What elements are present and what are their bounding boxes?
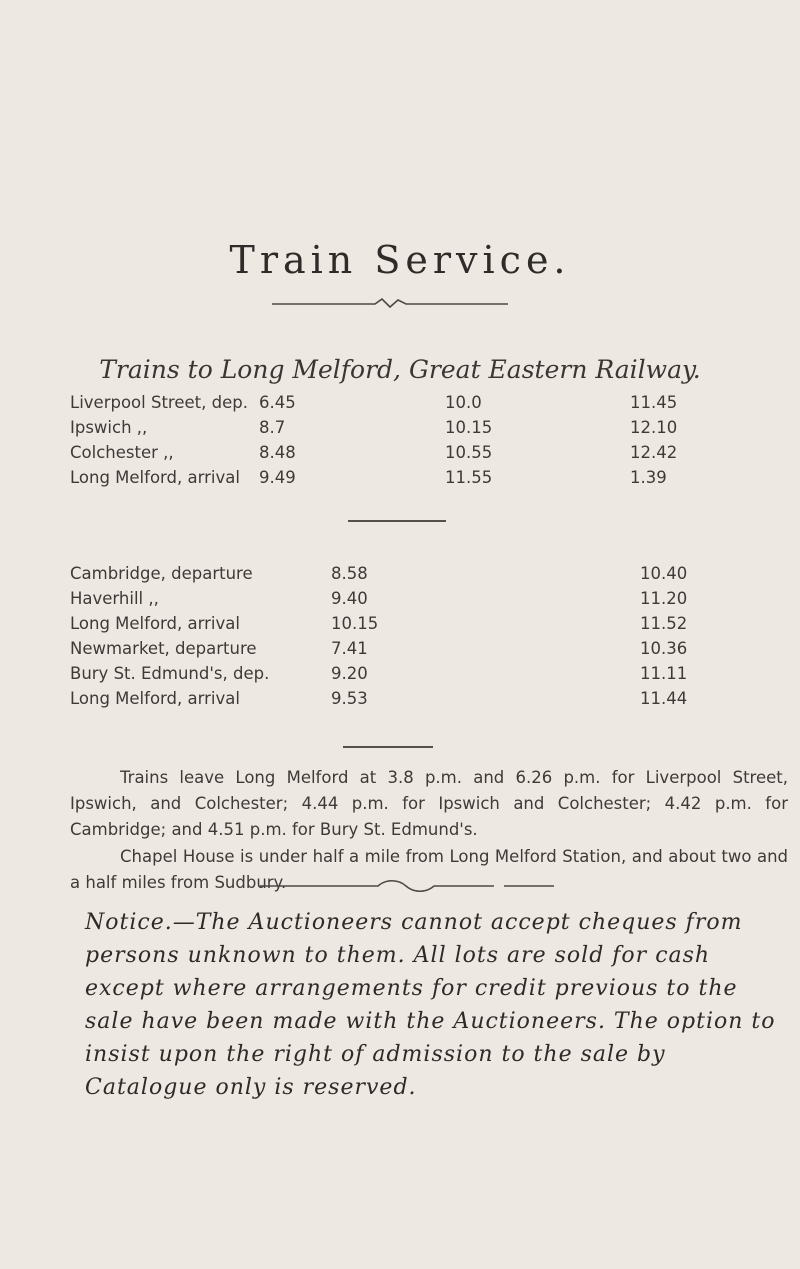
- time-cell: 11.44: [640, 689, 688, 708]
- time-cell: 11.52: [640, 614, 688, 633]
- station-name: Haverhill ,,: [70, 589, 159, 608]
- section-flourish: [258, 877, 558, 893]
- page-title: Train Service.: [229, 238, 571, 282]
- time-cell: 11.11: [640, 664, 688, 683]
- time-cell: 10.0: [445, 393, 482, 412]
- time-cell: 8.58: [331, 564, 368, 583]
- title-flourish: [270, 296, 510, 310]
- time-cell: 7.41: [331, 639, 368, 658]
- time-cell: 11.45: [630, 393, 678, 412]
- table-row: [70, 589, 780, 614]
- table-row: [70, 689, 780, 714]
- time-cell: 9.20: [331, 664, 368, 683]
- table-row: [70, 664, 780, 689]
- time-cell: 9.49: [259, 468, 296, 487]
- time-cell: 9.40: [331, 589, 368, 608]
- time-cell: 9.53: [331, 689, 368, 708]
- time-cell: 11.20: [640, 589, 688, 608]
- time-cell: 12.42: [630, 443, 678, 462]
- table-row: [70, 564, 780, 589]
- notice-text: Notice.—The Auctioneers cannot accept cheques from persons unknown to them. All lots are sold for cash except where arrangements for credit previous to the sale have been made with the Auctioneers. The option to insist upon the right of admission to the sale by Catalogue only is reserved.: [85, 910, 776, 1100]
- time-cell: 8.48: [259, 443, 296, 462]
- station-name: Ipswich ,,: [70, 418, 148, 437]
- page-subtitle: Trains to Long Melford, Great Eastern Railway.: [99, 355, 701, 384]
- time-cell: 10.15: [445, 418, 493, 437]
- table-row: [70, 614, 780, 639]
- departures-paragraph: Trains leave Long Melford at 3.8 p.m. and 6.26 p.m. for Liverpool Street, Ipswich, and Colchester; 4.44 p.m. for Ipswich and Colchester; 4.42 p.m. for Cambridge; and 4.51 p.m. for Bury St. Edmund's.: [70, 768, 788, 839]
- divider: [343, 746, 433, 748]
- time-cell: 6.45: [259, 393, 296, 412]
- table-row: [70, 468, 780, 493]
- location-paragraph: Chapel House is under half a mile from Long Melford Station, and about two and a half miles from Sudbury.: [70, 847, 788, 892]
- time-cell: 10.15: [331, 614, 379, 633]
- timetable-main: [70, 393, 780, 493]
- station-name: Long Melford, arrival: [70, 614, 240, 633]
- table-row: [70, 443, 780, 468]
- table-row: [70, 393, 780, 418]
- time-cell: 11.55: [445, 468, 493, 487]
- table-row: [70, 639, 780, 664]
- station-name: Liverpool Street, dep.: [70, 393, 248, 412]
- station-name: Bury St. Edmund's, dep.: [70, 664, 270, 683]
- table-row: [70, 418, 780, 443]
- station-name: Long Melford, arrival: [70, 689, 240, 708]
- time-cell: 8.7: [259, 418, 286, 437]
- station-name: Cambridge, departure: [70, 564, 253, 583]
- time-cell: 10.40: [640, 564, 688, 583]
- divider: [348, 520, 446, 522]
- time-cell: 10.55: [445, 443, 493, 462]
- time-cell: 1.39: [630, 468, 667, 487]
- station-name: Newmarket, departure: [70, 639, 257, 658]
- timetable-branch: [70, 564, 780, 714]
- time-cell: 12.10: [630, 418, 678, 437]
- station-name: Long Melford, arrival: [70, 468, 240, 487]
- station-name: Colchester ,,: [70, 443, 174, 462]
- time-cell: 10.36: [640, 639, 688, 658]
